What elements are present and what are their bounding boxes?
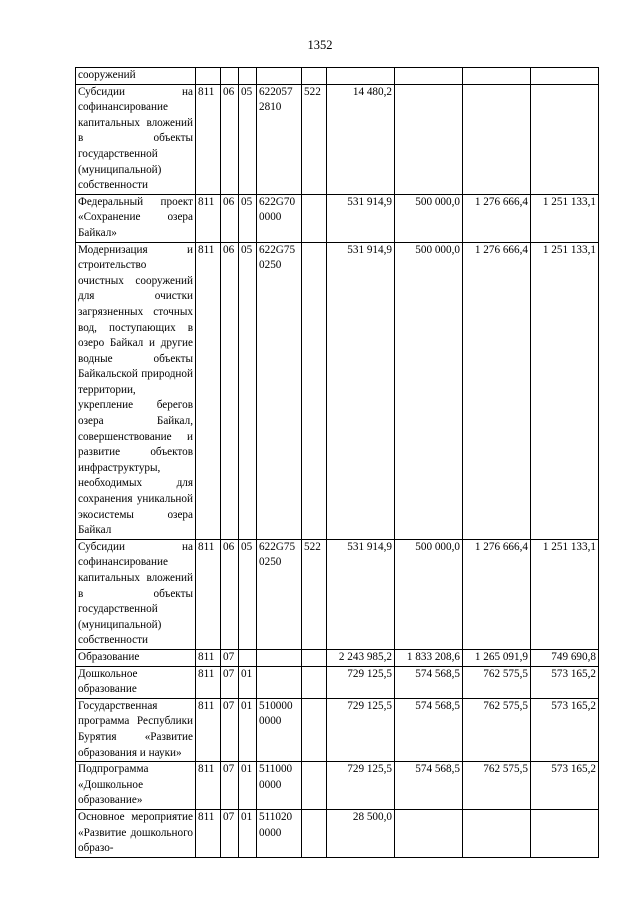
target-article-cell: 622G75 0250 [257, 242, 302, 539]
section-code-cell: 07 [221, 762, 239, 810]
item-name-cell: Федеральный проект «Сохранение озера Байкал» [76, 194, 196, 242]
section-code-cell: 06 [221, 194, 239, 242]
amount-2-cell [395, 84, 463, 194]
item-name-cell: Субсидии на софинансирование капитальных вложений в объекты государственной (муниципальной) собственности [76, 84, 196, 194]
item-name-cell: Субсидии на софинансирование капитальных вложений в объекты государственной (муниципальной) собственности [76, 539, 196, 649]
subsection-code-cell: 05 [239, 84, 257, 194]
expense-type-cell [302, 649, 327, 666]
section-code-cell: 06 [221, 539, 239, 649]
expense-type-cell: 522 [302, 84, 327, 194]
section-code-cell: 06 [221, 84, 239, 194]
amount-1-cell: 531 914,9 [327, 194, 395, 242]
section-code-cell: 07 [221, 698, 239, 761]
section-code-cell: 07 [221, 809, 239, 857]
department-code-cell: 811 [196, 84, 221, 194]
item-name-cell: Основное мероприятие «Развитие дошкольного образо- [76, 809, 196, 857]
table-row [76, 68, 599, 85]
amount-4-cell: 573 165,2 [531, 666, 599, 698]
amount-1-cell: 2 243 985,2 [327, 649, 395, 666]
expense-type-cell [302, 68, 327, 85]
item-name-cell: сооружений [76, 68, 196, 85]
item-name-cell: Дошкольное образование [76, 666, 196, 698]
department-code-cell: 811 [196, 649, 221, 666]
subsection-code-cell: 01 [239, 809, 257, 857]
amount-2-cell: 500 000,0 [395, 539, 463, 649]
department-code-cell: 811 [196, 666, 221, 698]
amount-3-cell: 762 575,5 [463, 698, 531, 761]
amount-1-cell: 729 125,5 [327, 666, 395, 698]
subsection-code-cell: 05 [239, 242, 257, 539]
amount-1-cell: 14 480,2 [327, 84, 395, 194]
item-name-cell: Образование [76, 649, 196, 666]
expense-type-cell [302, 242, 327, 539]
target-article-cell: 511000 0000 [257, 762, 302, 810]
table-row [76, 539, 599, 649]
amount-4-cell: 1 251 133,1 [531, 539, 599, 649]
subsection-code-cell: 01 [239, 698, 257, 761]
table-row [76, 762, 599, 810]
amount-2-cell [395, 68, 463, 85]
subsection-code-cell: 05 [239, 539, 257, 649]
department-code-cell: 811 [196, 194, 221, 242]
table-row [76, 194, 599, 242]
department-code-cell: 811 [196, 242, 221, 539]
budget-table [75, 67, 599, 858]
target-article-cell: 622057 2810 [257, 84, 302, 194]
amount-4-cell: 573 165,2 [531, 762, 599, 810]
subsection-code-cell [239, 68, 257, 85]
amount-1-cell: 531 914,9 [327, 539, 395, 649]
amount-1-cell: 28 500,0 [327, 809, 395, 857]
amount-2-cell [395, 809, 463, 857]
amount-4-cell: 1 251 133,1 [531, 194, 599, 242]
subsection-code-cell: 05 [239, 194, 257, 242]
section-code-cell: 07 [221, 649, 239, 666]
amount-3-cell: 1 276 666,4 [463, 539, 531, 649]
table-row [76, 242, 599, 539]
expense-type-cell [302, 698, 327, 761]
expense-type-cell [302, 666, 327, 698]
amount-1-cell: 729 125,5 [327, 698, 395, 761]
amount-1-cell [327, 68, 395, 85]
amount-3-cell: 762 575,5 [463, 666, 531, 698]
section-code-cell: 06 [221, 242, 239, 539]
section-code-cell: 07 [221, 666, 239, 698]
table-row [76, 649, 599, 666]
subsection-code-cell [239, 649, 257, 666]
amount-3-cell: 1 276 666,4 [463, 194, 531, 242]
table-row [76, 698, 599, 761]
department-code-cell: 811 [196, 698, 221, 761]
item-name-cell: Подпрограмма «Дошкольное образование» [76, 762, 196, 810]
amount-3-cell [463, 68, 531, 85]
subsection-code-cell: 01 [239, 762, 257, 810]
department-code-cell: 811 [196, 539, 221, 649]
expense-type-cell [302, 194, 327, 242]
amount-2-cell: 1 833 208,6 [395, 649, 463, 666]
table-row [76, 84, 599, 194]
amount-4-cell [531, 809, 599, 857]
department-code-cell: 811 [196, 809, 221, 857]
section-code-cell [221, 68, 239, 85]
expense-type-cell [302, 809, 327, 857]
table-row [76, 666, 599, 698]
target-article-cell: 510000 0000 [257, 698, 302, 761]
amount-3-cell: 1 265 091,9 [463, 649, 531, 666]
department-code-cell: 811 [196, 762, 221, 810]
target-article-cell [257, 68, 302, 85]
amount-3-cell: 762 575,5 [463, 762, 531, 810]
item-name-cell: Модернизация и строительство очистных сооружений для очистки загрязненных сточных вод, поступающих в озеро Байкал и другие водные объекты Байкальской природной территории, укрепление берегов озера Байкал, совершенствование и развитие объектов инфраструктуры, необходимых для сохранения уникальной экосистемы озера Байкал [76, 242, 196, 539]
page-number: 1352 [307, 38, 333, 52]
amount-3-cell [463, 809, 531, 857]
expense-type-cell [302, 762, 327, 810]
amount-4-cell [531, 68, 599, 85]
amount-4-cell: 573 165,2 [531, 698, 599, 761]
amount-2-cell: 574 568,5 [395, 762, 463, 810]
amount-2-cell: 500 000,0 [395, 194, 463, 242]
target-article-cell: 622G75 0250 [257, 539, 302, 649]
budget-rows [76, 68, 599, 858]
amount-3-cell [463, 84, 531, 194]
amount-3-cell: 1 276 666,4 [463, 242, 531, 539]
target-article-cell [257, 649, 302, 666]
item-name-cell: Государственная программа Республики Бурятия «Развитие образования и науки» [76, 698, 196, 761]
amount-4-cell: 749 690,8 [531, 649, 599, 666]
table-row [76, 809, 599, 857]
amount-2-cell: 500 000,0 [395, 242, 463, 539]
target-article-cell [257, 666, 302, 698]
subsection-code-cell: 01 [239, 666, 257, 698]
amount-2-cell: 574 568,5 [395, 698, 463, 761]
target-article-cell: 511020 0000 [257, 809, 302, 857]
amount-4-cell [531, 84, 599, 194]
amount-2-cell: 574 568,5 [395, 666, 463, 698]
amount-1-cell: 531 914,9 [327, 242, 395, 539]
amount-4-cell: 1 251 133,1 [531, 242, 599, 539]
department-code-cell [196, 68, 221, 85]
amount-1-cell: 729 125,5 [327, 762, 395, 810]
target-article-cell: 622G70 0000 [257, 194, 302, 242]
expense-type-cell: 522 [302, 539, 327, 649]
